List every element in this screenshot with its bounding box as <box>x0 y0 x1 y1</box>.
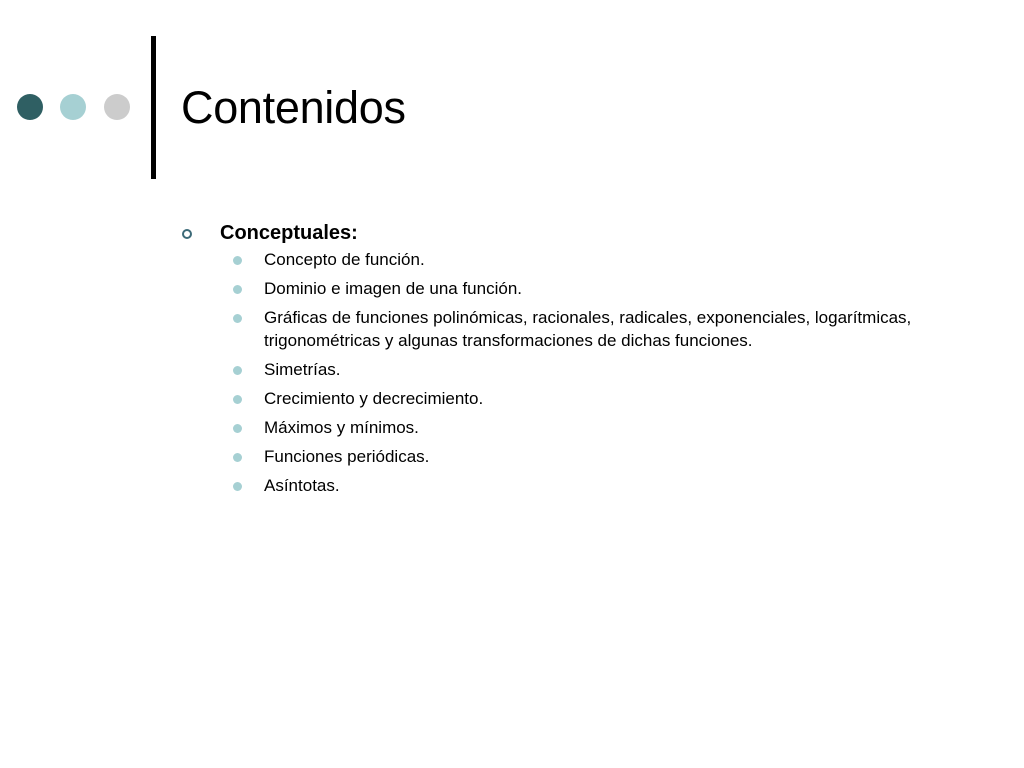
dot-bullet-icon <box>233 482 242 491</box>
content-list <box>181 248 924 497</box>
list-item <box>264 445 924 468</box>
list-item <box>264 474 924 497</box>
list-item-text: Concepto de función. <box>264 250 425 269</box>
list-item <box>264 387 924 410</box>
section-heading <box>181 219 941 247</box>
list-item <box>264 416 924 439</box>
dot-bullet-icon <box>233 285 242 294</box>
decorative-dot-light <box>60 94 86 120</box>
list-item <box>264 358 924 381</box>
slide-content <box>181 219 941 503</box>
list-item <box>264 248 924 271</box>
dot-bullet-icon <box>233 395 242 404</box>
title-divider <box>151 36 156 179</box>
list-item-text: Gráficas de funciones polinómicas, racionales, radicales, exponenciales, logarítmicas, trigonométricas y algunas transformaciones de dichas funciones. <box>264 308 912 350</box>
list-item <box>264 306 924 352</box>
list-item-text: Crecimiento y decrecimiento. <box>264 389 484 408</box>
dot-bullet-icon <box>233 366 242 375</box>
ring-bullet-icon <box>182 229 192 239</box>
list-item <box>264 277 924 300</box>
dot-bullet-icon <box>233 424 242 433</box>
dot-bullet-icon <box>233 256 242 265</box>
dot-bullet-icon <box>233 453 242 462</box>
decorative-dot-grey <box>104 94 130 120</box>
list-item-text: Simetrías. <box>264 360 341 379</box>
list-item-text: Dominio e imagen de una función. <box>264 279 522 298</box>
list-item-text: Asíntotas. <box>264 476 340 495</box>
dot-bullet-icon <box>233 314 242 323</box>
list-item-text: Máximos y mínimos. <box>264 418 419 437</box>
list-item-text: Funciones periódicas. <box>264 447 430 466</box>
slide-title: Contenidos <box>181 82 406 133</box>
decorative-dot-dark <box>17 94 43 120</box>
section-heading-text: Conceptuales: <box>220 222 358 244</box>
